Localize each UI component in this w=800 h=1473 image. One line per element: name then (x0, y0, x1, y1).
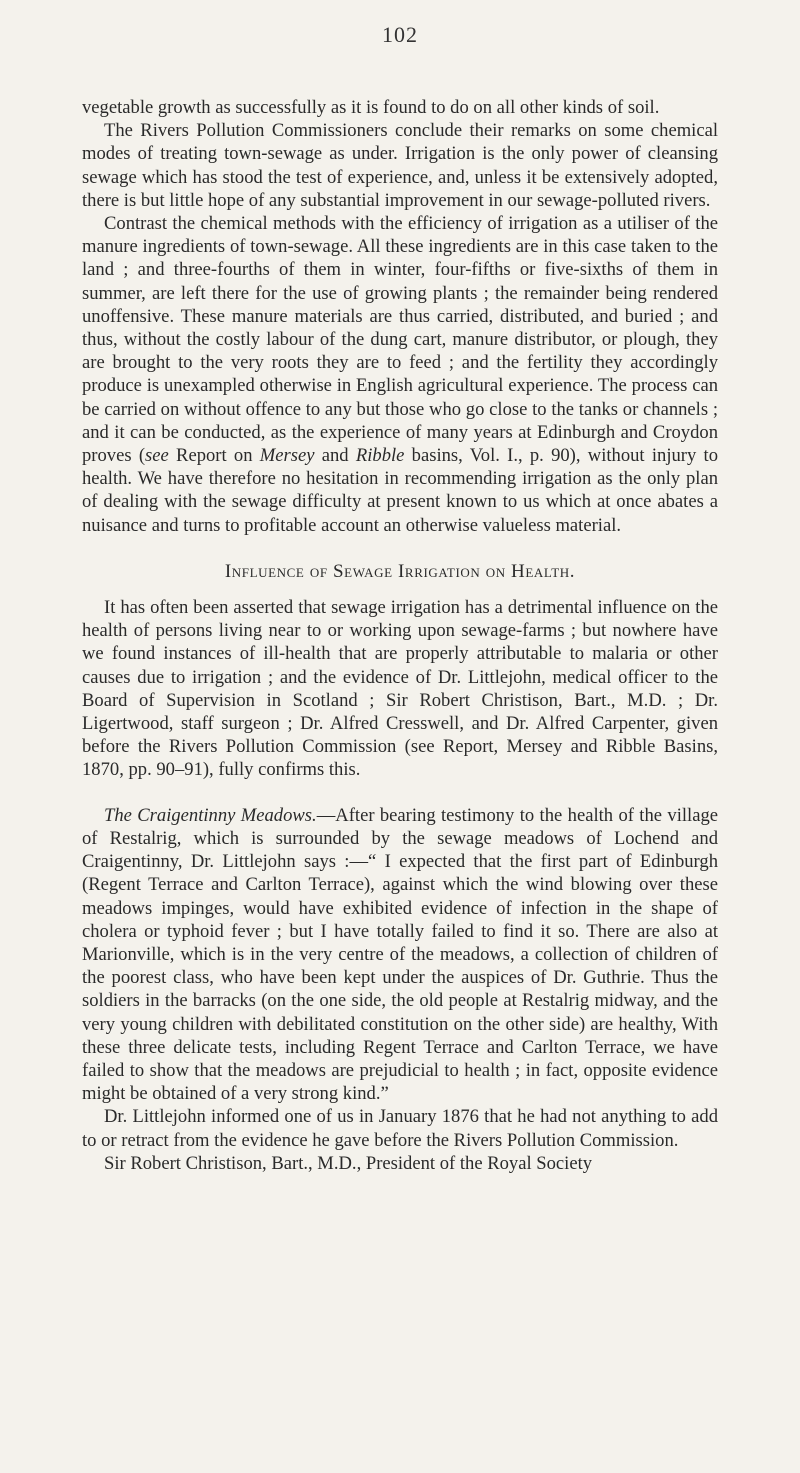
paragraph-craigentinny (82, 804, 718, 1106)
paragraph-text: basins, Vol. I., p. 90), without injury to health. We have therefore no hesitation in recommending irrigation as the only plan of dealing with the sewage difficulty at present known to us which at once abates a nuisance and turns to profitable account an otherwise valueless material. (82, 445, 718, 536)
paragraph-text: —After bearing testimony to the health of the village of Restalrig, which is surrounded by the sewage meadows of Lochend and Craigentinny, Dr. Littlejohn says :—“ I expected that the first part of Edinburgh (Regent Terrace and Carlton Terrace), against which the wind blowing over these meadows impinges, would have exhibited evidence of infection in the shape of cholera or typhoid fever ; but I have totally failed to find it so. There are also at Marionville, which is in the very centre of the meadows, a collection of children of the poorest class, who have been kept under the auspices of Dr. Guthrie. Thus the soldiers in the barracks (on the one side, the old people at Restalrig midway, and the very young children with debilitated constitution on the other side) are healthy, With these three delicate tests, including Regent Terrace and Carlton Terrace, we have failed to show that the meadows are prejudicial to health ; in fact, opposite evidence might be obtained of a very strong kind.” (82, 804, 718, 1105)
paragraph-commissioners-conclusion: The Rivers Pollution Commissioners conclude their remarks on some chemical modes of treating town-sewage as under. Irrigation is the only power of cleansing sewage which has stood the test of experience, and, unless it be extensively adopted, there is but little hope of any substantial improvement in our sewage-polluted rivers. (82, 120, 718, 211)
section-heading: Influence of Sewage Irrigation on Health. (224, 560, 576, 582)
italic-see: see (145, 445, 169, 467)
paragraph-continuation: vegetable growth as successfully as it is found to do on all other kinds of soil. (82, 97, 660, 118)
paragraph-text: and (314, 445, 356, 467)
paragraph-irrigation-contrast (82, 212, 718, 537)
page-number: 102 (382, 22, 418, 47)
paragraph-text: Contrast the chemical methods with the efficiency of irrigation as a utiliser of the manure ingredients of town-sewage. All these ingredients are in this case taken to the land ; and three-fourths of them in winter, four-fifths or five-sixths of them in summer, are left there for the use of growing plants ; the remainder being rendered unoffensive. These manure materials are thus carried, distributed, and buried ; and thus, without the costly labour of the dung cart, manure distributor, or plough, they are brought to the very roots they are to feed ; and the fertility they accordingly produce is unexampled otherwise in English agricultural experience. The process can be carried on without offence to any but those who go close to the tanks or channels ; and it can be conducted, as the experience of many years at Edinburgh and Croydon proves ( (82, 213, 718, 467)
sub-heading-craigentinny: The Craigentinny Meadows. (104, 804, 317, 826)
paragraph-christison: Sir Robert Christison, Bart., M.D., President of the Royal Society (104, 1152, 593, 1174)
italic-mersey: Mersey (259, 445, 315, 467)
paragraph-health-influence: It has often been asserted that sewage irrigation has a detrimental influence on the health of persons living near to or working upon sewage-farms ; but nowhere have we found instances of ill-health that are properly attributable to malaria or other causes due to irrigation ; and the evidence of Dr. Littlejohn, medical officer to the Board of Supervision in Scotland ; Sir Robert Christison, Bart., M.D. ; Dr. Ligertwood, staff surgeon ; Dr. Alfred Cresswell, and Dr. Alfred Carpenter, given before the Rivers Pollution Commission (see Report, Mersey and Ribble Basins, 1870, pp. 90–91), fully confirms this. (82, 597, 718, 781)
paragraph-text: Report on (168, 445, 260, 467)
body-text (82, 96, 718, 1175)
paragraph-littlejohn-followup: Dr. Littlejohn informed one of us in January 1876 that he had not anything to add to or retract from the evidence he gave before the Rivers Pollution Commission. (82, 1106, 718, 1151)
italic-ribble: Ribble (355, 445, 405, 467)
